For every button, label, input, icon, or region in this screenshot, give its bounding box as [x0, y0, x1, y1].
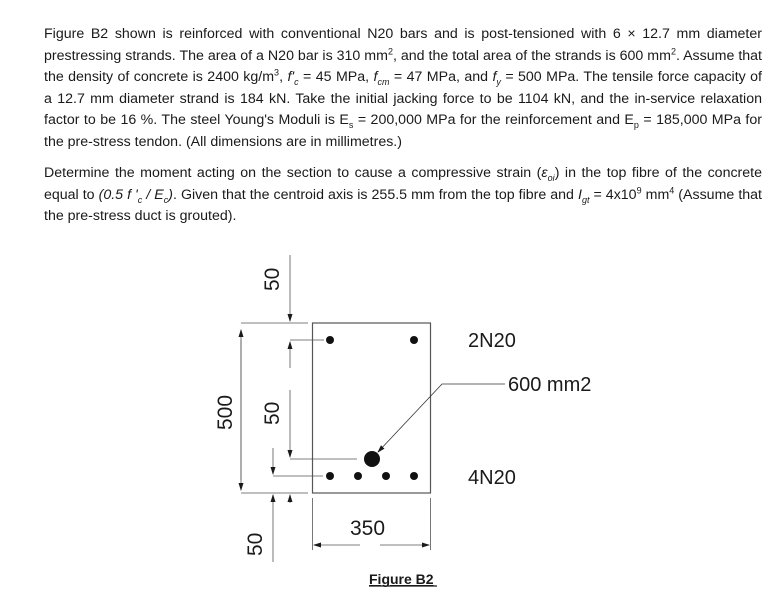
bottom-bar: [354, 472, 362, 480]
tendon-duct: [364, 451, 380, 467]
top-bar: [326, 336, 334, 344]
bottom-bar: [382, 472, 390, 480]
duct-offset-dimension: 50: [261, 401, 284, 425]
figure-caption: Figure B2: [369, 571, 434, 587]
bottom-bar: [326, 472, 334, 480]
height-dimension: 500: [214, 394, 237, 430]
problem-paragraph-2: Determine the moment acting on the section to cause a compressive strain $(\varepsilon_{oi})$ in the top fibre of the concrete equal to (0.5 f '$_c / E_c$). Given that the centroid axis is 255.5 mm from the top fibre and $I_{gt} = 4x10^9$ $mm^4$ (Assume that the pre-stress duct is grouted).: [44, 165, 762, 224]
tendon-leader: [378, 384, 505, 452]
beam-section: [313, 323, 431, 493]
bottom-bars-label: 4N20: [468, 467, 516, 489]
problem-paragraph-1: Figure B2 shown is reinforced with conventional N20 bars and is post-tensioned with 6 × 12.7 mm diameter prestressing strands. The area of a N20 bar is 310 $mm^2$, and the total area of the strands is 600 $mm^2$. Assume that the density of concrete is 2400 $kg/m^3$, $f'_c = 45$ MPa, $f_{cm} = 47$ MPa, and $f_y = 500$ MPa. The tensile force capacity of a 12.7 mm diameter strand is 184 kN. Take the initial jacking force to be 1104 kN, and the in-service relaxation factor to be 16 %. The steel Young's Moduli is $E_s = 200,000$ MPa for the reinforcement and $E_p = 185,000$ MPa for the pre-stress tendon. (All dimensions are in millimetres.): [44, 26, 763, 150]
top-bars-label: 2N20: [468, 330, 516, 352]
bottom-bar: [410, 472, 418, 480]
top-bar: [410, 336, 418, 344]
tendon-area-label: 600 mm2: [508, 374, 592, 396]
width-dimension: 350: [350, 517, 386, 540]
top-cover-dimension: 50: [261, 267, 284, 291]
bottom-cover-dimension: 50: [244, 532, 267, 556]
